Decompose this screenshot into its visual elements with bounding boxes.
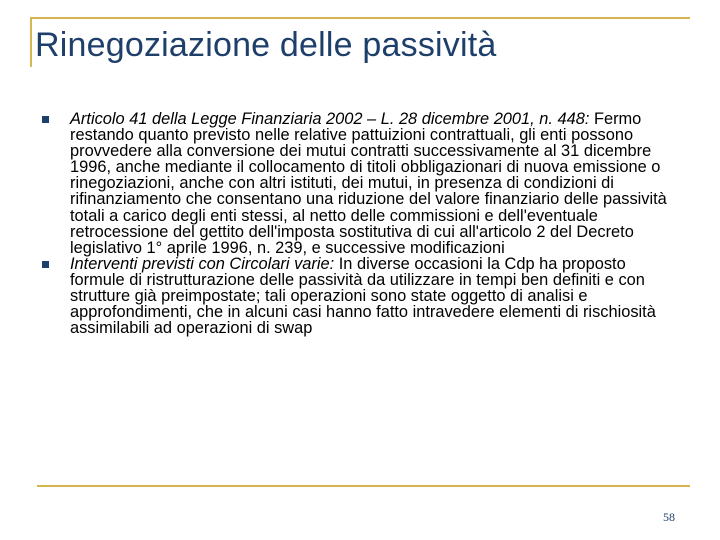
item-text: In diverse occasioni la Cdp ha proposto formule di ristrutturazione delle passività da utilizzare in tempi ben definiti e con strutture già preimpostate; tali operazioni sono state oggetto di analisi e approfondimenti, che in alcuni casi hanno fatto intravedere elementi di rischiosità assimilabili ad operazioni di swap <box>70 254 656 338</box>
list-item <box>40 111 680 256</box>
frame-top-line <box>30 17 690 19</box>
bullet-list <box>40 111 680 336</box>
item-text: Fermo restando quanto previsto nelle relative pattuizioni contrattuali, gli enti possono provvedere alla conversione dei mutui contratti successivamente al 31 dicembre 1996, anche mediante il collocamento di titoli obbligazionari di nuova emissione o rinegoziazioni, anche con altri istituti, dei mutui, in presenza di condizioni di rifinanziamento che consentano una riduzione del valore finanziario delle passività totali a carico degli enti stessi, al netto delle commissioni e dell'eventuale retrocessione del gettito dell'imposta sostitutiva di cui all'articolo 2 del Decreto legislativo 1° aprile 1996, n. 239, e successive modificazioni <box>70 110 667 257</box>
item-lead: Interventi previsti con Circolari varie: <box>70 254 335 273</box>
frame-bottom-line <box>37 485 690 487</box>
square-bullet-icon <box>42 261 49 268</box>
item-lead: Articolo 41 della Legge Finanziaria 2002 – L. 28 dicembre 2001, n. 448: <box>70 110 590 128</box>
slide-title: Rinegoziazione delle passività <box>35 26 497 64</box>
square-bullet-icon <box>42 116 49 123</box>
page-number: 58 <box>663 510 675 524</box>
list-item <box>40 256 680 336</box>
frame-left-line <box>30 17 32 67</box>
